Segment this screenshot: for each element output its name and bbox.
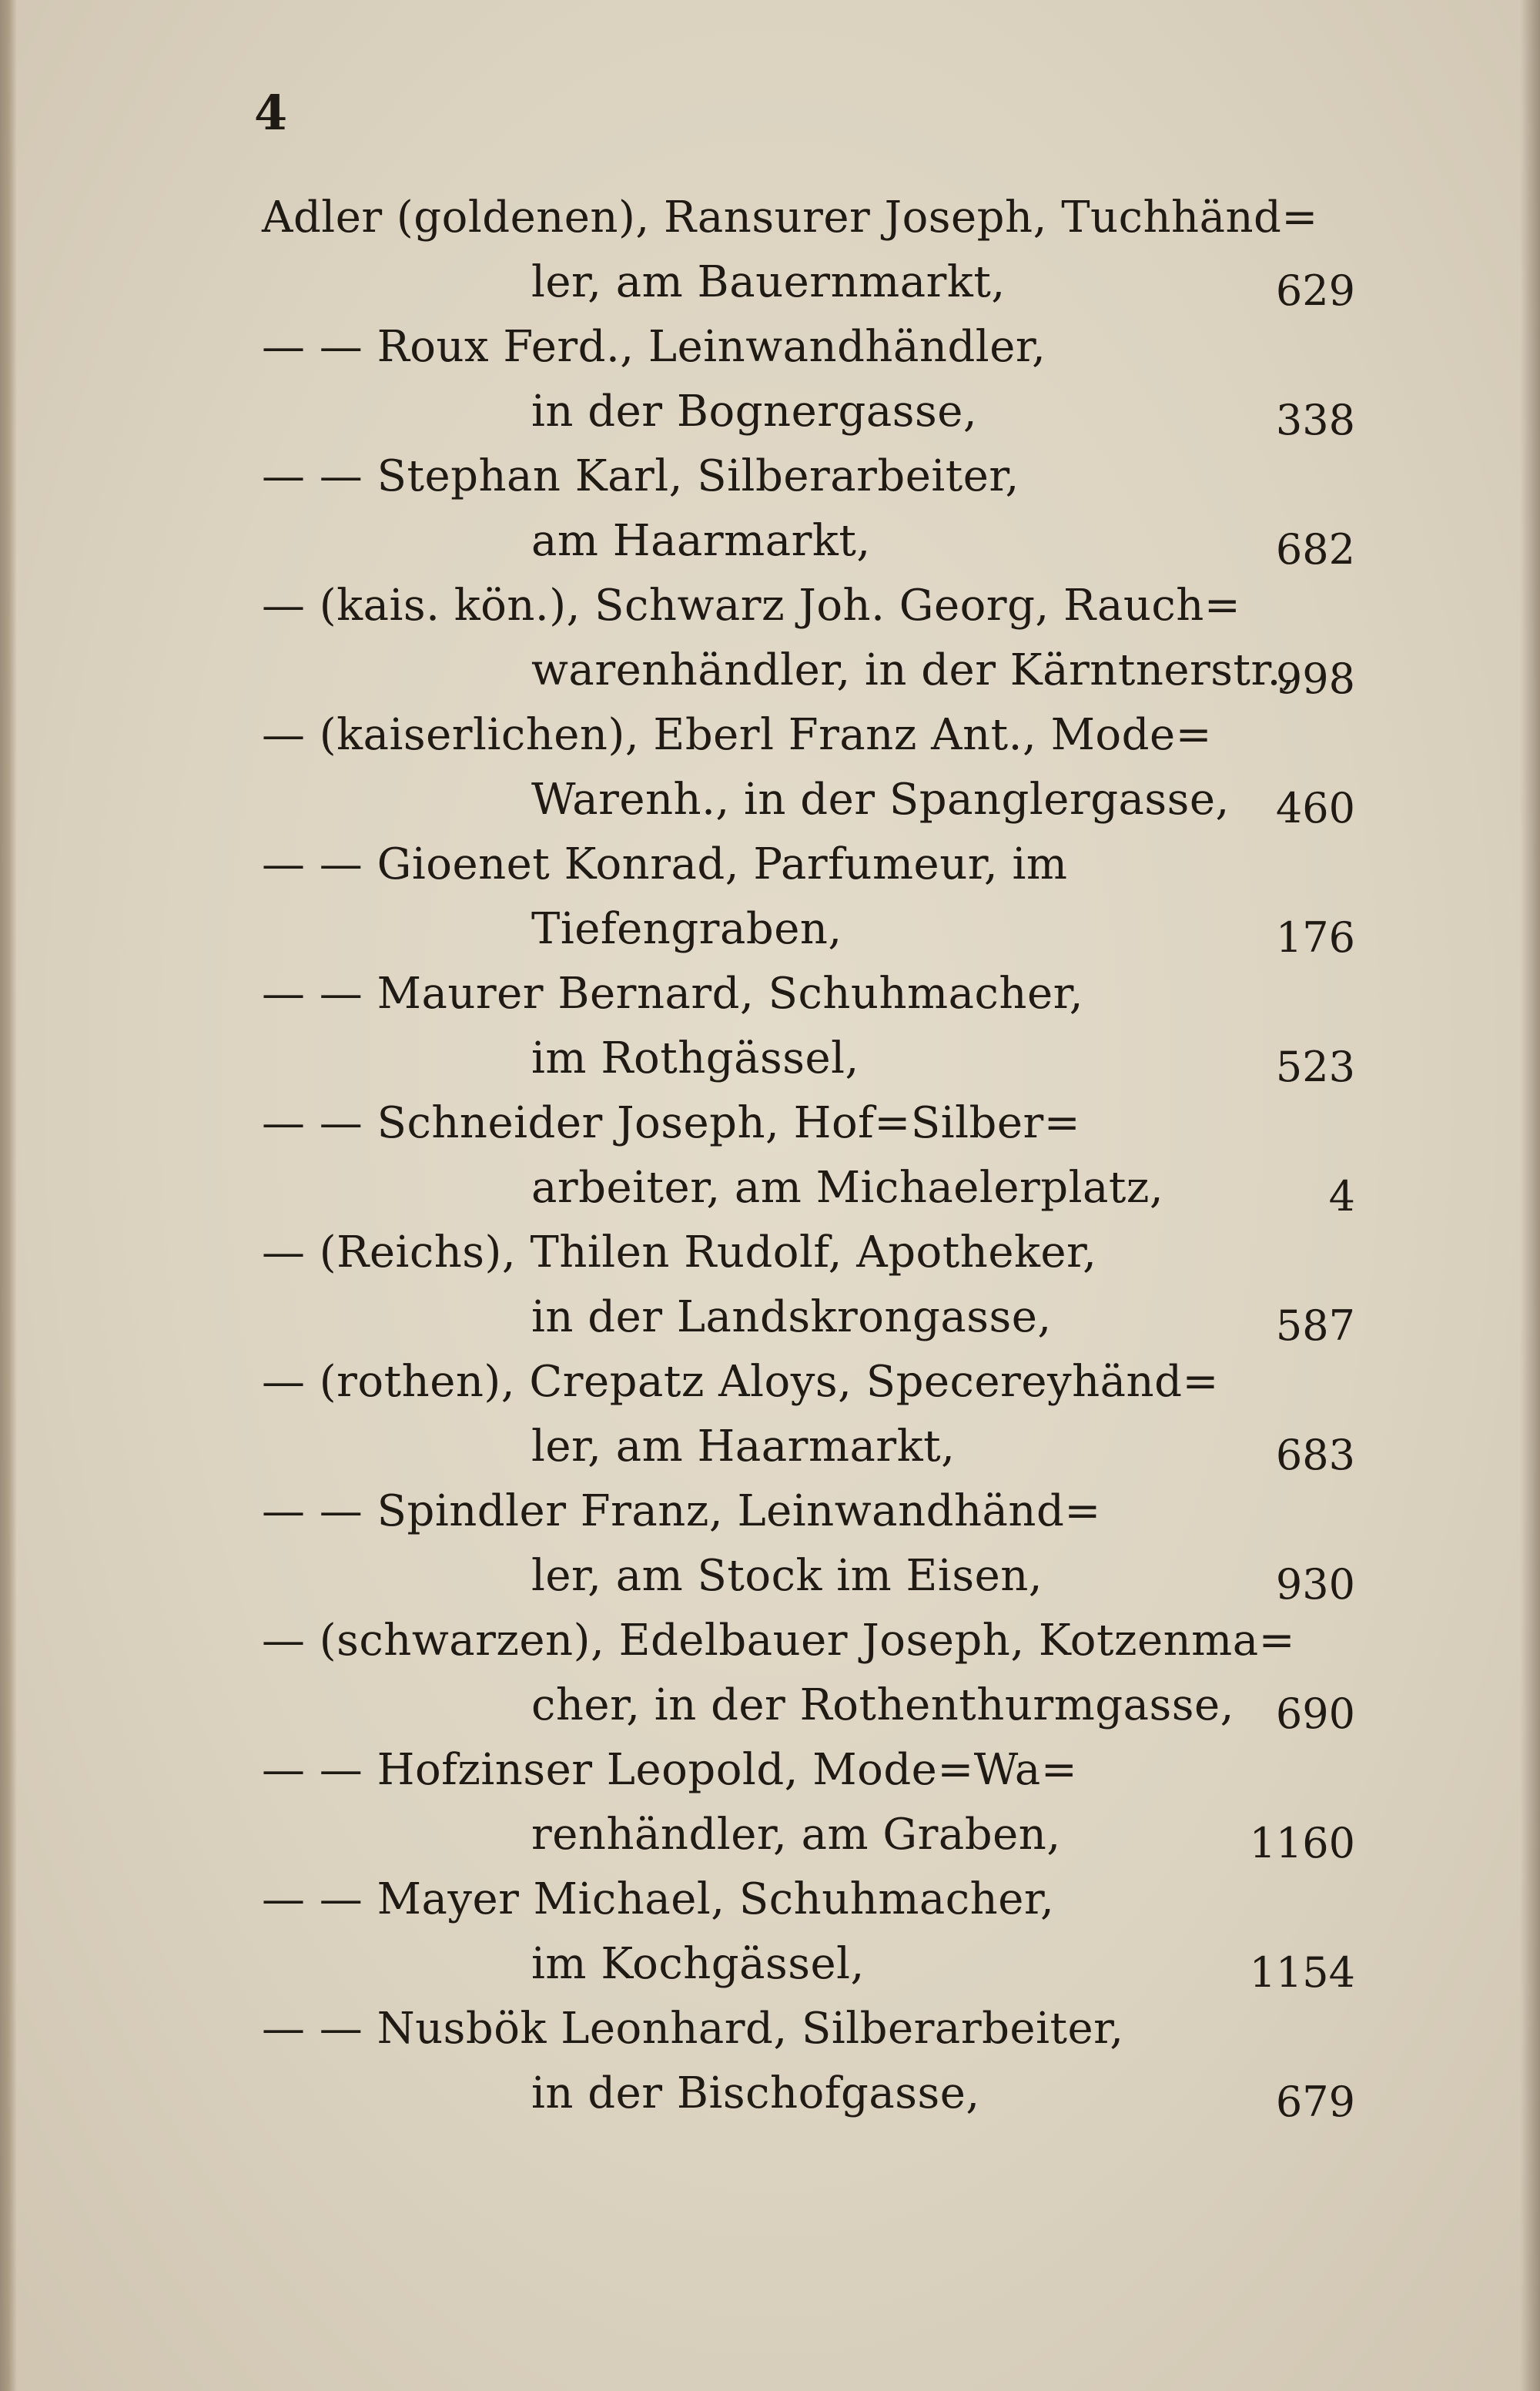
entry-line-1: — — Mayer Michael, Schuhmacher, xyxy=(262,1874,1055,1924)
entry-line-1: — (kaiserlichen), Eberl Franz Ant., Mode= xyxy=(262,710,1213,760)
entry-line-1: — (Reichs), Thilen Rudolf, Apotheker, xyxy=(262,1227,1097,1278)
entry-number: 679 xyxy=(1275,2078,1355,2126)
entry-line-1: — — Hofzinser Leopold, Mode=Wa= xyxy=(262,1745,1078,1795)
directory-entry xyxy=(0,1874,1540,2004)
entry-number: 338 xyxy=(1275,396,1355,444)
entry-line-1: — — Schneider Joseph, Hof=Silber= xyxy=(262,1098,1081,1148)
entry-number: 1160 xyxy=(1249,1819,1355,1867)
directory-entry xyxy=(0,2004,1540,2133)
directory-entry xyxy=(0,193,1540,322)
entry-line-2: Tiefengraben, xyxy=(531,904,842,954)
directory-entry xyxy=(0,1098,1540,1227)
entry-line-2: in der Bischofgasse, xyxy=(531,2068,980,2118)
entry-line-2: in der Landskrongasse, xyxy=(531,1292,1052,1342)
entry-line-2: im Rothgässel, xyxy=(531,1033,859,1083)
directory-entry xyxy=(0,451,1540,581)
entry-line-2: renhändler, am Graben, xyxy=(531,1810,1061,1860)
entry-number: 690 xyxy=(1275,1689,1355,1738)
entry-number: 683 xyxy=(1275,1431,1355,1479)
entry-line-1: — (kais. kön.), Schwarz Joh. Georg, Rauch= xyxy=(262,581,1241,631)
entry-number: 460 xyxy=(1275,784,1355,832)
entry-line-1: — — Maurer Bernard, Schuhmacher, xyxy=(262,969,1084,1019)
page-number: 4 xyxy=(254,85,288,141)
entry-line-2: warenhändler, in der Kärntnerstr., xyxy=(531,645,1296,695)
entry-line-2: im Kochgässel, xyxy=(531,1939,865,1989)
entry-line-2: ler, am Bauernmarkt, xyxy=(531,257,1006,307)
entry-line-1: — — Spindler Franz, Leinwandhänd= xyxy=(262,1486,1101,1536)
entry-line-2: ler, am Haarmarkt, xyxy=(531,1422,956,1472)
directory-entry xyxy=(0,839,1540,969)
entry-number: 629 xyxy=(1275,266,1355,315)
entry-line-2: arbeiter, am Michaelerplatz, xyxy=(531,1163,1164,1213)
entry-number: 587 xyxy=(1275,1301,1355,1350)
directory-entry xyxy=(0,1357,1540,1486)
entry-number: 930 xyxy=(1275,1560,1355,1609)
directory-entry xyxy=(0,1227,1540,1357)
entry-number: 176 xyxy=(1275,913,1355,962)
directory-entry xyxy=(0,1486,1540,1616)
entry-line-2: in der Bognergasse, xyxy=(531,387,978,437)
entry-line-1: — — Nusbök Leonhard, Silberarbeiter, xyxy=(262,2004,1124,2054)
directory-entry xyxy=(0,710,1540,839)
entry-line-1: — — Gioenet Konrad, Parfumeur, im xyxy=(262,839,1068,889)
entry-number: 998 xyxy=(1275,655,1355,703)
entry-number: 682 xyxy=(1275,525,1355,574)
directory-entry xyxy=(0,1745,1540,1874)
entry-line-1: — (rothen), Crepatz Aloys, Specereyhänd= xyxy=(262,1357,1219,1407)
entry-line-1: Adler (goldenen), Ransurer Joseph, Tuchhänd= xyxy=(262,193,1318,243)
entry-number: 4 xyxy=(1328,1172,1355,1221)
directory-entry xyxy=(0,969,1540,1098)
directory-entry xyxy=(0,581,1540,710)
entry-line-1: — (schwarzen), Edelbauer Joseph, Kotzenma= xyxy=(262,1616,1296,1666)
directory-entry xyxy=(0,322,1540,451)
entry-number: 1154 xyxy=(1249,1948,1355,1997)
entry-line-1: — — Stephan Karl, Silberarbeiter, xyxy=(262,451,1019,501)
directory-entry xyxy=(0,1616,1540,1745)
entry-number: 523 xyxy=(1275,1043,1355,1091)
entry-line-2: am Haarmarkt, xyxy=(531,516,871,566)
entry-line-2: ler, am Stock im Eisen, xyxy=(531,1551,1043,1601)
entry-line-2: Warenh., in der Spanglergasse, xyxy=(531,775,1230,825)
entry-line-2: cher, in der Rothenthurmgasse, xyxy=(531,1680,1234,1730)
entry-line-1: — — Roux Ferd., Leinwandhändler, xyxy=(262,322,1046,372)
